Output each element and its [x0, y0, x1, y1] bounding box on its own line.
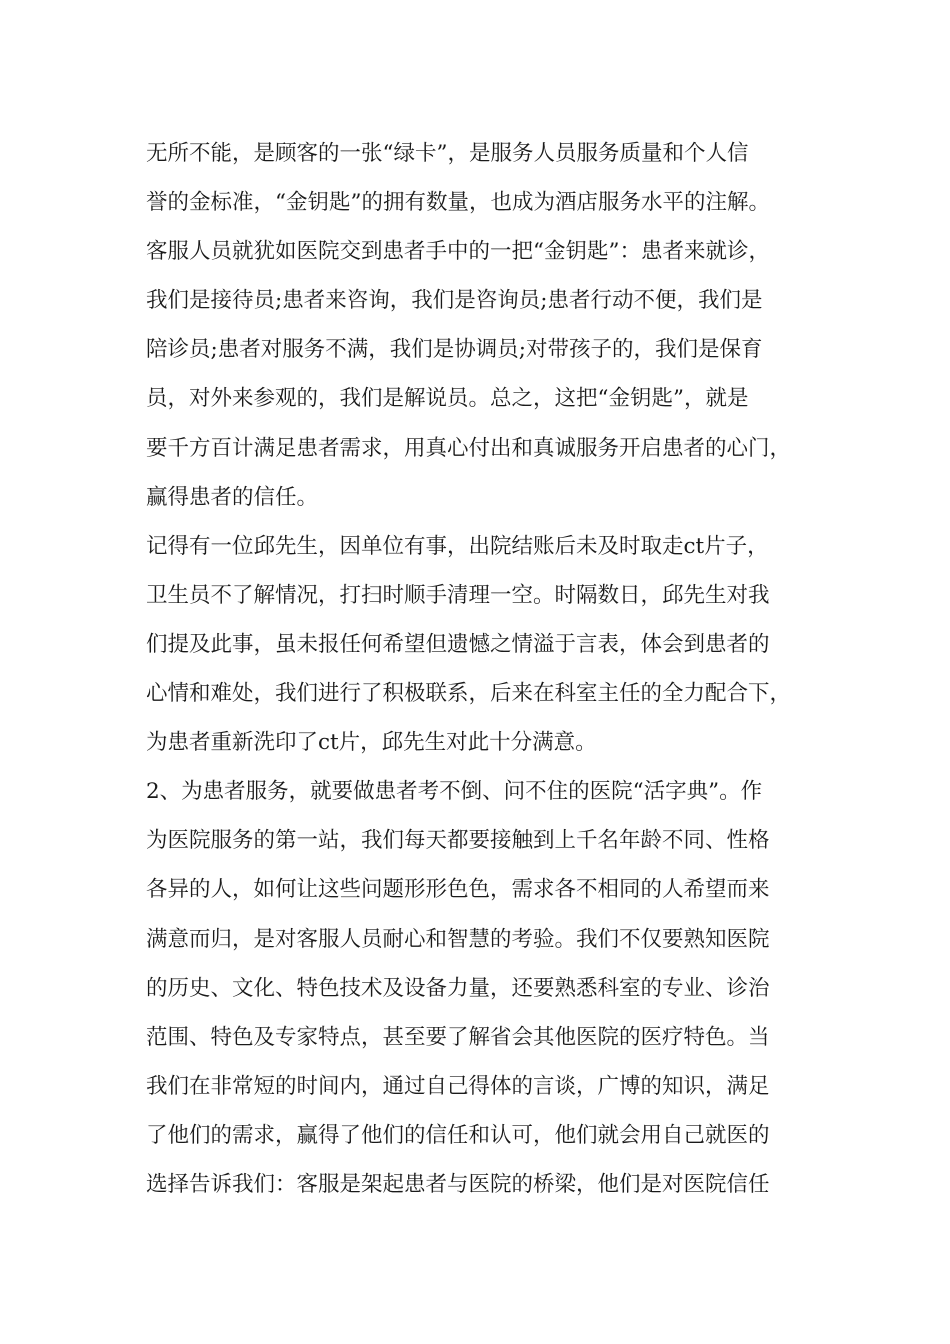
text-line: 们提及此事，虽未报任何希望但遗憾之情溢于言表，体会到患者的	[146, 631, 770, 657]
text-line: 客服人员就犹如医院交到患者手中的一把“金钥匙”：患者来就诊，	[146, 239, 770, 265]
text-line: 陪诊员;患者对服务不满，我们是协调员;对带孩子的，我们是保育	[146, 337, 763, 363]
text-line: 为医院服务的第一站，我们每天都要接触到上千名年龄不同、性格	[146, 828, 770, 854]
text-line: 赢得患者的信任。	[146, 484, 319, 510]
text-line: 满意而归，是对客服人员耐心和智慧的考验。我们不仅要熟知医院	[146, 926, 770, 952]
text-line: 要千方百计满足患者需求，用真心付出和真诚服务开启患者的心门，	[146, 435, 792, 461]
text-line: 誉的金标准，“金钥匙”的拥有数量，也成为酒店服务水平的注解。	[146, 190, 770, 216]
text-line: 为患者重新洗印了ct片，邱先生对此十分满意。	[146, 730, 597, 756]
text-line: 2、为患者服务，就要做患者考不倒、问不住的医院“活字典”。作	[146, 779, 763, 805]
text-line: 我们是接待员;患者来咨询，我们是咨询员;患者行动不便，我们是	[146, 288, 763, 314]
text-line: 我们在非常短的时间内，通过自己得体的言谈，广博的知识，满足	[146, 1073, 770, 1099]
text-line: 卫生员不了解情况，打扫时顺手清理一空。时隔数日，邱先生对我	[146, 582, 770, 608]
text-line: 无所不能，是顾客的一张“绿卡”，是服务人员服务质量和个人信	[146, 141, 749, 166]
text-line: 心情和难处，我们进行了积极联系，后来在科室主任的全力配合下，	[146, 681, 792, 707]
text-line: 各异的人，如何让这些问题形形色色，需求各不相同的人希望而来	[146, 877, 770, 903]
text-line: 了他们的需求，赢得了他们的信任和认可，他们就会用自己就医的	[146, 1122, 770, 1148]
text-line: 的历史、文化、特色技术及设备力量，还要熟悉科室的专业、诊治	[146, 975, 770, 1001]
text-line: 记得有一位邱先生，因单位有事，出院结账后未及时取走ct片子，	[146, 533, 769, 559]
text-line: 员，对外来参观的，我们是解说员。总之，这把“金钥匙”，就是	[146, 386, 749, 412]
body-text	[146, 129, 826, 1209]
text-line: 范围、特色及专家特点，甚至要了解省会其他医院的医疗特色。当	[146, 1024, 770, 1050]
text-line: 选择告诉我们：客服是架起患者与医院的桥梁，他们是对医院信任	[146, 1171, 770, 1197]
